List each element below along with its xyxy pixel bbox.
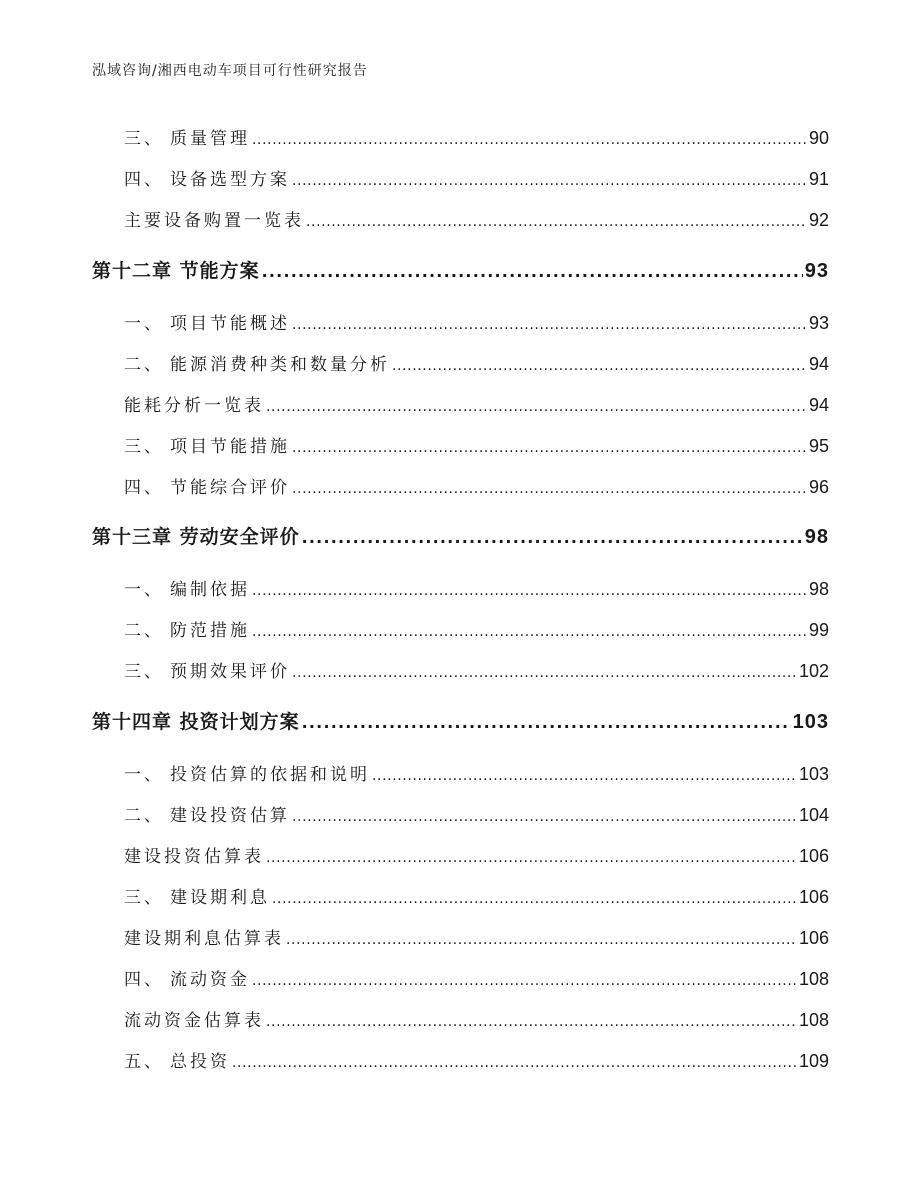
toc-entry-label — [124, 760, 370, 785]
toc-entry-title: 防范措施 — [170, 621, 250, 641]
toc-entry[interactable] — [124, 473, 829, 498]
toc-entry-title: 节能综合评价 — [170, 478, 290, 498]
toc-page-number: 94 — [808, 395, 829, 415]
toc-entry[interactable] — [124, 760, 829, 785]
dot-leader — [292, 173, 807, 189]
toc-entry-label — [124, 391, 264, 416]
toc-entry-number: 三、 — [124, 662, 164, 682]
toc-entry-number: 二、 — [124, 621, 164, 641]
dot-leader — [266, 1014, 797, 1030]
toc-entry[interactable] — [124, 924, 829, 949]
toc-entry-number: 一、 — [124, 765, 164, 785]
dot-leader — [266, 399, 807, 415]
dot-leader — [232, 1055, 797, 1071]
toc-entry-label — [124, 883, 270, 908]
toc-entry[interactable] — [124, 309, 829, 334]
toc-page-number: 108 — [798, 969, 829, 989]
dot-leader — [392, 358, 807, 374]
toc-page-number: 106 — [798, 846, 829, 866]
toc-chapter-title: 第十四章 投资计划方案 — [92, 711, 300, 733]
dot-leader — [292, 440, 807, 456]
toc-entry[interactable] — [124, 842, 829, 867]
toc-entry-label — [124, 206, 304, 231]
toc-page-number: 92 — [808, 210, 829, 230]
toc-page-number: 95 — [808, 436, 829, 456]
toc-entry[interactable] — [124, 801, 829, 826]
toc-entry-title: 质量管理 — [170, 129, 250, 149]
dot-leader — [262, 262, 803, 281]
toc-entry[interactable] — [124, 657, 829, 682]
dot-leader — [252, 624, 807, 640]
dot-leader — [292, 809, 797, 825]
toc-entry[interactable] — [124, 616, 829, 641]
toc-entry-number: 一、 — [124, 580, 164, 600]
dot-leader — [302, 713, 791, 732]
dot-leader — [286, 932, 797, 948]
toc-page-number: 103 — [798, 764, 829, 784]
toc-entry-title: 总投资 — [170, 1052, 230, 1072]
toc-entry-title: 流动资金 — [170, 970, 250, 990]
dot-leader — [302, 528, 803, 547]
toc-entry-label — [124, 616, 250, 641]
toc-entry[interactable] — [124, 1006, 829, 1031]
toc-entry-label — [124, 801, 290, 826]
dot-leader — [292, 317, 807, 333]
toc-entry-number: 四、 — [124, 478, 164, 498]
running-header: 泓域咨询/湘西电动车项目可行性研究报告 — [92, 63, 368, 79]
toc-page-number: 108 — [798, 1010, 829, 1030]
toc-entry-number: 三、 — [124, 437, 164, 457]
toc-entry-title: 建设投资估算 — [170, 806, 290, 826]
toc-page-number: 99 — [808, 620, 829, 640]
toc-entry[interactable] — [124, 883, 829, 908]
toc-page-number: 93 — [808, 313, 829, 333]
toc-entry-label — [124, 432, 290, 457]
toc-page-number: 103 — [792, 711, 829, 733]
dot-leader — [252, 132, 807, 148]
dot-leader — [372, 768, 797, 784]
toc-entry-label — [124, 1006, 264, 1031]
toc-entry[interactable] — [124, 165, 829, 190]
toc-entry-label — [124, 924, 284, 949]
toc-entry-label — [124, 350, 390, 375]
toc-entry[interactable] — [124, 575, 829, 600]
toc-page-number: 106 — [798, 928, 829, 948]
toc-entry-label — [124, 657, 290, 682]
toc-entry-title: 建设投资估算表 — [124, 847, 264, 867]
toc-page-number: 109 — [798, 1051, 829, 1071]
toc-page-number: 106 — [798, 887, 829, 907]
toc-entry[interactable] — [124, 1047, 829, 1072]
toc-page-number: 102 — [798, 661, 829, 681]
toc-page-number: 91 — [808, 169, 829, 189]
toc-page-number: 98 — [808, 579, 829, 599]
toc-chapter-title: 第十三章 劳动安全评价 — [92, 526, 300, 548]
toc-page-number: 94 — [808, 354, 829, 374]
toc-entry-number: 四、 — [124, 970, 164, 990]
toc-entry-number: 五、 — [124, 1052, 164, 1072]
toc-entry-label — [124, 165, 290, 190]
toc-entry-title: 投资估算的依据和说明 — [170, 765, 370, 785]
toc-entry-label — [124, 124, 250, 149]
dot-leader — [292, 665, 797, 681]
toc-entry-number: 三、 — [124, 888, 164, 908]
toc-page-number: 104 — [798, 805, 829, 825]
toc-entry[interactable] — [124, 391, 829, 416]
toc-entry[interactable] — [124, 124, 829, 149]
toc-entry-title: 能源消费种类和数量分析 — [170, 355, 390, 375]
toc-entry-label — [124, 842, 264, 867]
toc-entry-number: 一、 — [124, 314, 164, 334]
toc-entry-label — [124, 1047, 230, 1072]
dot-leader — [306, 214, 807, 230]
toc-chapter-entry[interactable] — [92, 522, 829, 549]
toc-entry-title: 项目节能概述 — [170, 314, 290, 334]
toc-entry-label — [124, 473, 290, 498]
toc-entry[interactable] — [124, 432, 829, 457]
toc-entry-title: 流动资金估算表 — [124, 1011, 264, 1031]
toc-entry-title: 编制依据 — [170, 580, 250, 600]
dot-leader — [252, 583, 807, 599]
toc-entry-title: 设备选型方案 — [170, 170, 290, 190]
toc-page-number: 93 — [804, 260, 829, 282]
toc-entry-title: 主要设备购置一览表 — [124, 211, 304, 231]
toc-entry[interactable] — [124, 350, 829, 375]
toc-entry-number: 二、 — [124, 806, 164, 826]
dot-leader — [252, 973, 797, 989]
toc-page-number: 90 — [808, 128, 829, 148]
toc-entry-number: 三、 — [124, 129, 164, 149]
toc-entry-number: 四、 — [124, 170, 164, 190]
toc-chapter-entry[interactable] — [92, 707, 829, 734]
dot-leader — [292, 481, 807, 497]
dot-leader — [272, 891, 797, 907]
toc-page-number: 96 — [808, 477, 829, 497]
toc-entry[interactable] — [124, 965, 829, 990]
toc-entry-title: 建设期利息 — [170, 888, 270, 908]
toc-entry-title: 建设期利息估算表 — [124, 929, 284, 949]
toc-chapter-title: 第十二章 节能方案 — [92, 260, 260, 282]
dot-leader — [266, 850, 797, 866]
toc-entry[interactable] — [124, 206, 829, 231]
toc-entry-label — [124, 309, 290, 334]
toc-entry-label — [124, 965, 250, 990]
toc-chapter-entry[interactable] — [92, 256, 829, 283]
toc-entry-number: 二、 — [124, 355, 164, 375]
toc-page-number: 98 — [804, 526, 829, 548]
toc-entry-title: 能耗分析一览表 — [124, 396, 264, 416]
toc-entry-title: 项目节能措施 — [170, 437, 290, 457]
toc-entry-title: 预期效果评价 — [170, 662, 290, 682]
toc-entry-label — [124, 575, 250, 600]
